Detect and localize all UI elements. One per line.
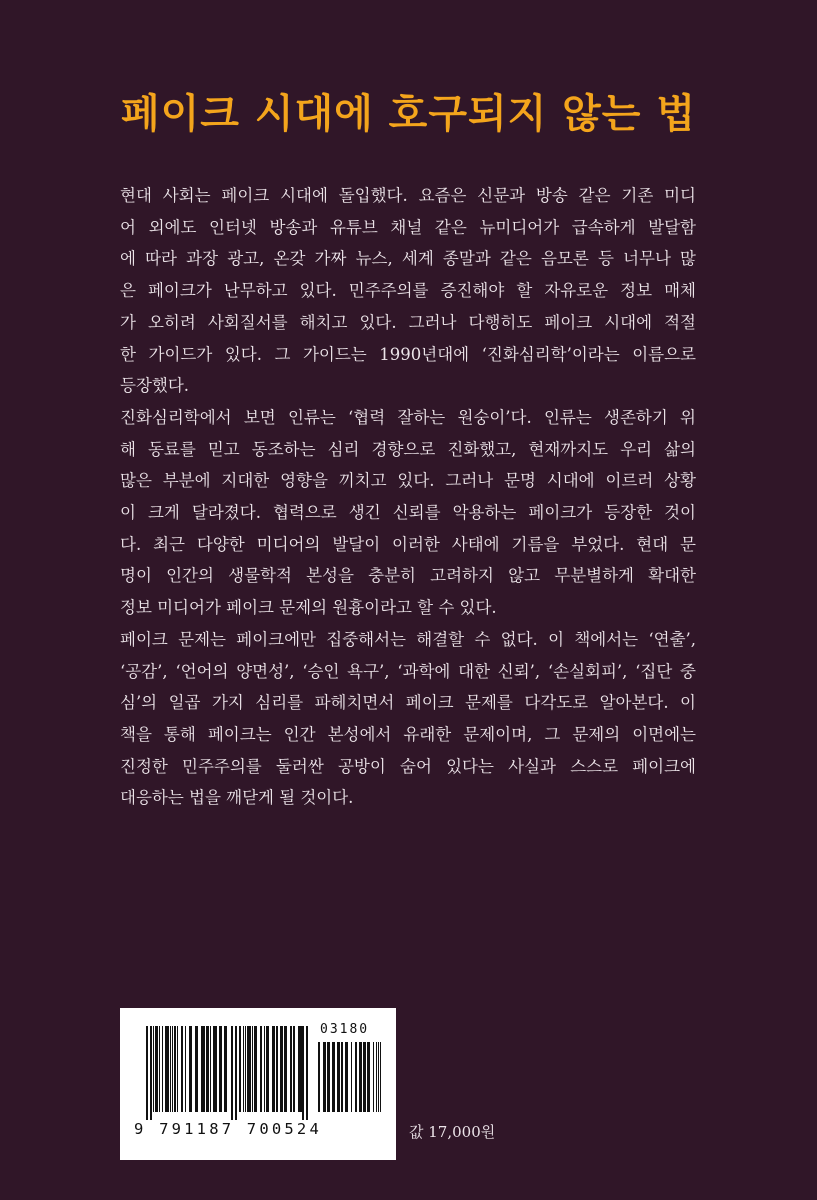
paragraph-1 [120, 180, 696, 402]
barcode-bar [264, 1026, 265, 1112]
text-line: 이 크게 달라졌다. 협력으로 생긴 신뢰를 악용하는 페이크가 등장한 것이 [120, 503, 696, 523]
text-line: 심’의 일곱 가지 심리를 파헤치면서 페이크 문제를 다각도로 알아본다. 이 [120, 693, 696, 713]
barcode-bar [332, 1042, 335, 1112]
book-title: 페이크 시대에 호구되지 않는 법 [120, 91, 697, 137]
barcode-bar [243, 1026, 244, 1112]
barcode-bar [254, 1026, 257, 1112]
barcode-bar [181, 1026, 183, 1112]
text-line: ‘공감’, ‘언어의 양면성’, ‘승인 욕구’, ‘과학에 대한 신뢰’, ‘손실회피’, ‘집단 중 [120, 661, 696, 681]
barcode-bar [177, 1026, 178, 1112]
barcode-bar [318, 1042, 320, 1112]
text-line: 다. 최근 다양한 미디어의 발달이 이러한 사태에 기름을 부었다. 현대 문 [120, 534, 696, 554]
text-line: 가 오히려 사회질서를 해치고 있다. 그러나 다행히도 페이크 시대에 적절 [120, 312, 696, 332]
barcode-bar [302, 1026, 304, 1120]
barcode-bar [172, 1026, 173, 1112]
text-line: 페이크 문제는 페이크에만 집중해서는 해결할 수 없다. 이 책에서는 ‘연출’, [120, 629, 696, 649]
barcode-bar [327, 1042, 330, 1112]
text-line: 해 동료를 믿고 동조하는 심리 경향으로 진화했고, 현재까지도 우리 삶의 [120, 439, 696, 459]
barcode-bar [224, 1026, 227, 1112]
barcode-bar [359, 1042, 362, 1112]
barcode-bar [245, 1026, 246, 1112]
barcode-bar [165, 1026, 169, 1112]
isbn-number: 9 791187 700524 [134, 1120, 322, 1138]
barcode-bar [341, 1042, 343, 1112]
barcode-bar [231, 1026, 233, 1120]
barcode-bar [280, 1026, 283, 1112]
barcode-bar [293, 1026, 295, 1112]
barcode-bar [298, 1026, 302, 1112]
barcode-bar [213, 1026, 217, 1112]
text-line: 어 외에도 인터넷 방송과 유튜브 채널 같은 뉴미디어가 급속하게 발달함 [120, 217, 696, 237]
barcode-bar [150, 1026, 152, 1120]
barcode-bar [162, 1026, 163, 1112]
barcode-bar [201, 1026, 205, 1112]
back-cover-description [120, 180, 696, 814]
barcode-bar [378, 1042, 379, 1112]
barcode-bar [174, 1026, 176, 1112]
barcode-bar [351, 1042, 352, 1112]
text-line: 에 따라 과장 광고, 온갖 가짜 뉴스, 세계 종말과 같은 음모론 등 너무나 많 [120, 249, 696, 269]
barcode-bar [189, 1026, 192, 1112]
barcode-bar [170, 1026, 171, 1112]
text-line: 책을 통해 페이크는 인간 본성에서 유래한 문제이며, 그 문제의 이면에는 [120, 724, 696, 744]
barcode-bar [247, 1026, 251, 1112]
barcode-bar [235, 1026, 237, 1120]
barcode-bar [284, 1026, 287, 1112]
barcode-bar [252, 1026, 253, 1112]
barcode-bar [155, 1026, 158, 1112]
barcode-bar [337, 1042, 340, 1112]
barcode-bar [185, 1026, 186, 1112]
barcode-bar [206, 1026, 209, 1112]
text-line: 정보 미디어가 페이크 문제의 원흉이라고 할 수 있다. [120, 598, 497, 618]
text-line: 명이 인간의 생물학적 본성을 충분히 고려하지 않고 무분별하게 확대한 [120, 566, 696, 586]
barcode-bar [159, 1026, 160, 1112]
price-label: 값 17,000원 [409, 1123, 496, 1141]
text-line: 진화심리학에서 보면 인류는 ‘협력 잘하는 원숭이’다. 인류는 생존하기 위 [120, 407, 696, 427]
barcode-bar [153, 1026, 154, 1112]
barcode-bar [266, 1026, 269, 1112]
barcode-bar [260, 1026, 262, 1112]
barcode-bar [323, 1042, 326, 1112]
barcode-bar [239, 1026, 241, 1112]
text-line: 은 페이크가 난무하고 있다. 민주주의를 증진해야 할 자유로운 정보 매체 [120, 281, 696, 301]
barcode-bar [345, 1042, 348, 1112]
barcode-bar [363, 1042, 366, 1112]
paragraph-2 [120, 402, 696, 624]
barcode-bar [210, 1026, 211, 1112]
barcode-bar [290, 1026, 292, 1112]
text-line: 많은 부분에 지대한 영향을 끼치고 있다. 그러나 문명 시대에 이르러 상황 [120, 471, 696, 491]
isbn-barcode [120, 1008, 396, 1160]
text-line: 진정한 민주주의를 둘러싼 공방이 숨어 있다는 사실과 스스로 페이크에 [120, 756, 696, 776]
text-line: 현대 사회는 페이크 시대에 돌입했다. 요즘은 신문과 방송 같은 기존 미디 [120, 186, 696, 205]
barcode-bar [219, 1026, 222, 1112]
barcode-bar [380, 1042, 381, 1112]
barcode-addon-number: 03180 [320, 1022, 370, 1037]
barcode-bar [195, 1026, 198, 1112]
barcode-bar [376, 1042, 377, 1112]
barcode-bar [272, 1026, 275, 1112]
text-line: 등장했다. [120, 376, 190, 396]
text-line: 대응하는 법을 깨닫게 될 것이다. [120, 788, 354, 808]
text-line: 한 가이드가 있다. 그 가이드는 1990년대에 ‘진화심리학’이라는 이름으로 [120, 344, 696, 364]
barcode-bar [373, 1042, 374, 1112]
barcode-bar [367, 1042, 370, 1112]
paragraph-3 [120, 624, 696, 814]
barcode-bar [355, 1042, 357, 1112]
barcode-bar [146, 1026, 148, 1120]
barcode-bar [276, 1026, 278, 1112]
barcode-bar [306, 1026, 308, 1120]
